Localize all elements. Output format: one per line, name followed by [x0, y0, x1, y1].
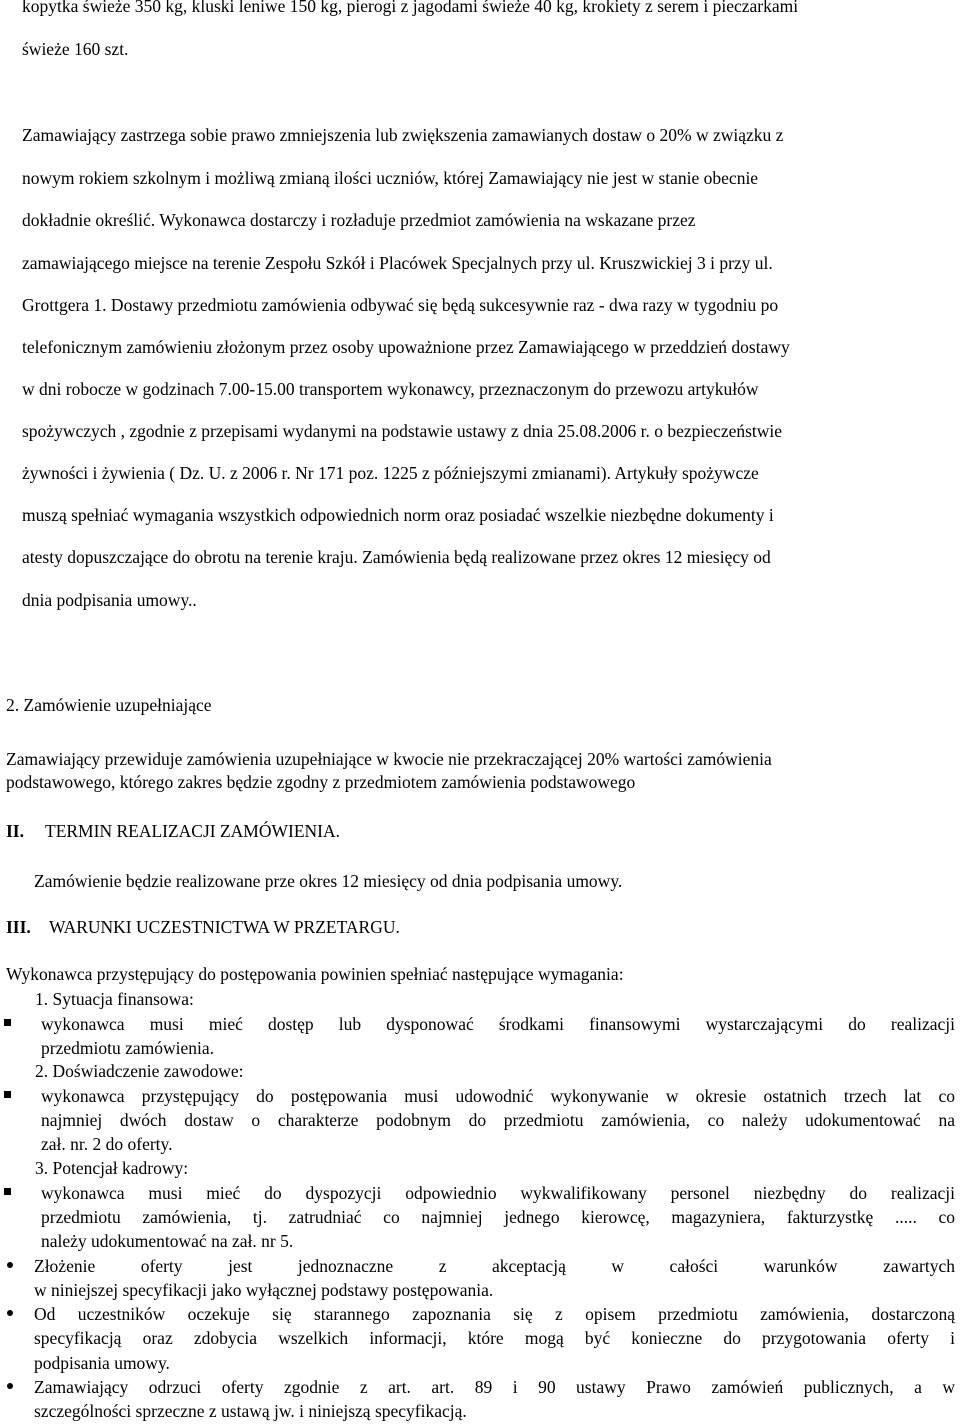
bullet-line: wykonawca musi mieć do dyspozycji odpowiednio wykwalifikowany personel niezbędny do realizacji [41, 1183, 955, 1203]
section-2-line: podstawowego, którego zakres będzie zgodny z przedmiotem zamówienia podstawowego [6, 772, 636, 792]
bullet-line: wykonawca musi mieć dostęp lub dysponować środkami finansowymi wystarczającymi do realizacji [41, 1014, 955, 1034]
section-2-line: Zamawiający przewiduje zamówienia uzupełniające w kwocie nie przekraczającej 20% wartości zamówienia [6, 749, 772, 769]
bullet-line: Złożenie oferty jest jednoznaczne z akceptacją w całości warunków zawartych [34, 1256, 955, 1276]
bullet-line: Od uczestników oczekuje się starannego zapoznania się z opisem przedmiotu zamówienia, dostarczoną [34, 1304, 955, 1324]
paragraph-line: dnia podpisania umowy.. [22, 590, 197, 610]
round-bullet-icon [7, 1310, 13, 1316]
paragraph-line: dokładnie określić. Wykonawca dostarczy i rozładuje przedmiot zamówienia na wskazane przez [22, 210, 696, 230]
paragraph-line: telefonicznym zamówieniu złożonym przez osoby upoważnione przez Zamawiającego w przeddzień dostawy [22, 337, 790, 357]
round-bullet-icon [7, 1383, 13, 1389]
requirement-heading: 3. Potencjał kadrowy: [35, 1158, 189, 1178]
bullet-line: należy udokumentować na zał. nr 5. [41, 1231, 294, 1251]
section-II-numeral: II. [6, 821, 24, 841]
bullet-line: zał. nr. 2 do oferty. [41, 1134, 173, 1154]
square-bullet-icon [4, 1019, 11, 1026]
paragraph-line: Grottgera 1. Dostawy przedmiotu zamówienia odbywać się będą sukcesywnie raz - dwa razy w tygodniu po [22, 295, 779, 315]
section-2-heading: 2. Zamówienie uzupełniające [6, 695, 212, 715]
paragraph-line: Zamawiający zastrzega sobie prawo zmniejszenia lub zwiększenia zamawianych dostaw o 20% w związku z [22, 125, 784, 145]
section-III-intro: Wykonawca przystępujący do postępowania powinien spełniać następujące wymagania: [6, 964, 624, 984]
paragraph-line: atesty dopuszczające do obrotu na terenie kraju. Zamówienia będą realizowane przez okres 12 miesięcy od [22, 547, 771, 567]
section-II-title: TERMIN REALIZACJI ZAMÓWIENIA. [45, 821, 341, 841]
paragraph-line: żywności i żywienia ( Dz. U. z 2006 r. Nr 171 poz. 1225 z późniejszymi zmianami). Artykuły spożywcze [22, 463, 759, 483]
round-bullet-icon [7, 1262, 13, 1268]
paragraph-line: muszą spełniać wymagania wszystkich odpowiednich norm oraz posiadać wszelkie niezbędne dokumenty i [22, 505, 774, 525]
paragraph-line: w dni robocze w godzinach 7.00-15.00 transportem wykonawcy, przeznaczonym do przewozu artykułów [22, 379, 759, 399]
paragraph-line: zamawiającego miejsce na terenie Zespołu Szkół i Placówek Specjalnych przy ul. Kruszwickiej 3 i przy ul. [22, 253, 773, 273]
bullet-line: specyfikacją oraz zdobycia wszelkich informacji, które mogą być konieczne do przygotowania oferty i [34, 1328, 955, 1348]
bullet-line: Zamawiający odrzuci oferty zgodnie z art. art. 89 i 90 ustawy Prawo zamówień publicznych, a w [34, 1377, 955, 1397]
bullet-line: szczególności sprzeczne z ustawą jw. i niniejszą specyfikacją. [34, 1401, 467, 1421]
top-paragraph-line: świeże 160 szt. [22, 39, 129, 59]
requirement-heading: 1. Sytuacja finansowa: [35, 989, 194, 1009]
bullet-line: przedmiotu zamówienia. [41, 1038, 214, 1058]
requirement-heading: 2. Doświadczenie zawodowe: [35, 1061, 244, 1081]
bullet-line: wykonawca przystępujący do postępowania musi udowodnić wykonywanie w okresie ostatnich trzech lat co [41, 1086, 955, 1106]
bullet-line: najmniej dwóch dostaw o charakterze podobnym do przedmiotu zamówienia, co należy udokumentować na [41, 1110, 955, 1130]
square-bullet-icon [4, 1188, 11, 1195]
top-paragraph-line: kopytka świeże 350 kg, kluski leniwe 150 kg, pierogi z jagodami świeże 40 kg, krokiety z serem i pieczarkami [22, 0, 799, 16]
square-bullet-icon [4, 1091, 11, 1098]
section-III-numeral: III. [6, 917, 31, 937]
paragraph-line: spożywczych , zgodnie z przepisami wydanymi na podstawie ustawy z dnia 25.08.2006 r. o bezpieczeństwie [22, 421, 783, 441]
section-II-text: Zamówienie będzie realizowane prze okres 12 miesięcy od dnia podpisania umowy. [34, 871, 623, 891]
bullet-line: podpisania umowy. [34, 1353, 170, 1373]
section-III-title: WARUNKI UCZESTNICTWA W PRZETARGU. [49, 917, 400, 937]
paragraph-line: nowym rokiem szkolnym i możliwą zmianą ilości uczniów, której Zamawiający nie jest w stanie obecnie [22, 168, 759, 188]
bullet-line: w niniejszej specyfikacji jako wyłącznej podstawy postępowania. [34, 1280, 494, 1300]
bullet-line: przedmiotu zamówienia, tj. zatrudniać co najmniej jednego kierowcę, magazyniera, fakturzystkę ..... co [41, 1207, 955, 1227]
